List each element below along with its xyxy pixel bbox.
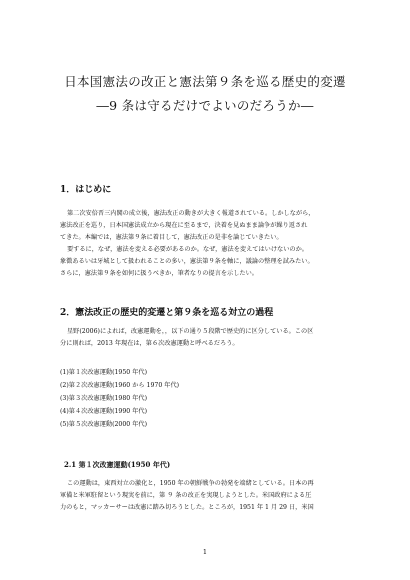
text-line: てきた。本編では，憲法第９条に着目して，憲法改正の是非を論じていきたい。 — [60, 234, 283, 241]
paper-subtitle: ―9 条は守るだけでよいのだろうか― — [96, 98, 314, 113]
revision-movement-list — [60, 366, 360, 431]
text-line: 星野(2006)によれば，改憲運動を，，以下の通り５段階で歴史的に区分している。この区 — [67, 328, 314, 335]
page-number: 1 — [202, 548, 208, 556]
history-paragraph — [60, 326, 360, 350]
list-item: (2)第２次改憲運動(1960 から 1970 年代) — [60, 382, 180, 389]
text-line: 第二次安倍晋三内閣の成立後，憲法改正の動きが大きく報道されている。しかしながら， — [67, 210, 315, 217]
text-line: 憲法改正を巡り，日本国憲法成立から現在に至るまで，決着を見ぬまま論争が繰り返され — [60, 222, 308, 229]
text-line: 力のもと，マッカーサーは改憲に踏み切ろうとした。ところが，1951 年 1 月 29 日，米国 — [60, 504, 314, 511]
intro-paragraph-1 — [60, 208, 360, 244]
list-item: (1)第１次改憲運動(1950 年代) — [60, 369, 147, 376]
list-item: (5)第５次改憲運動(2000 年代) — [60, 421, 147, 428]
intro-paragraph-2 — [60, 244, 360, 280]
subsection-heading-first-movement: 2.1 第１次改憲運動(1950 年代) — [64, 460, 171, 469]
text-line: さらに，憲法第９条を如何に扱うべきか，筆者なりの提言を示したい。 — [60, 270, 258, 277]
list-item: (3)第３次改憲運動(1980 年代) — [60, 395, 147, 402]
text-line: 分に則れば，2013 年現在は，第６次改憲運動と呼べるだろう。 — [60, 340, 239, 347]
first-movement-paragraph — [60, 478, 360, 514]
section-heading-introduction: 1．はじめに — [60, 185, 112, 195]
paper-title: 日本国憲法の改正と憲法第９条を巡る歴史的変遷 — [64, 74, 346, 89]
text-line: この運動は，東西対立の激化と，1950 年の朝鮮戦争の勃発を端緒としている。日本の再 — [67, 480, 314, 487]
section-heading-history: 2．憲法改正の歴史的変遷と第９条を巡る対立の過程 — [60, 308, 274, 318]
text-line: 象徴あるいは牙城として扱われることの多い，憲法第９条を軸に，議論の整理を試みたい。 — [60, 258, 314, 265]
text-line: 軍備と米軍駐留という現実を前に，第 ９ 条の改正を実現しようとした。米国政府による圧 — [60, 492, 312, 499]
list-item: (4)第４次改憲運動(1990 年代) — [60, 408, 147, 415]
text-line: 要するに，なぜ，憲法を変える必要があるのか。なぜ，憲法を変えてはいけないのか。 — [67, 246, 308, 253]
